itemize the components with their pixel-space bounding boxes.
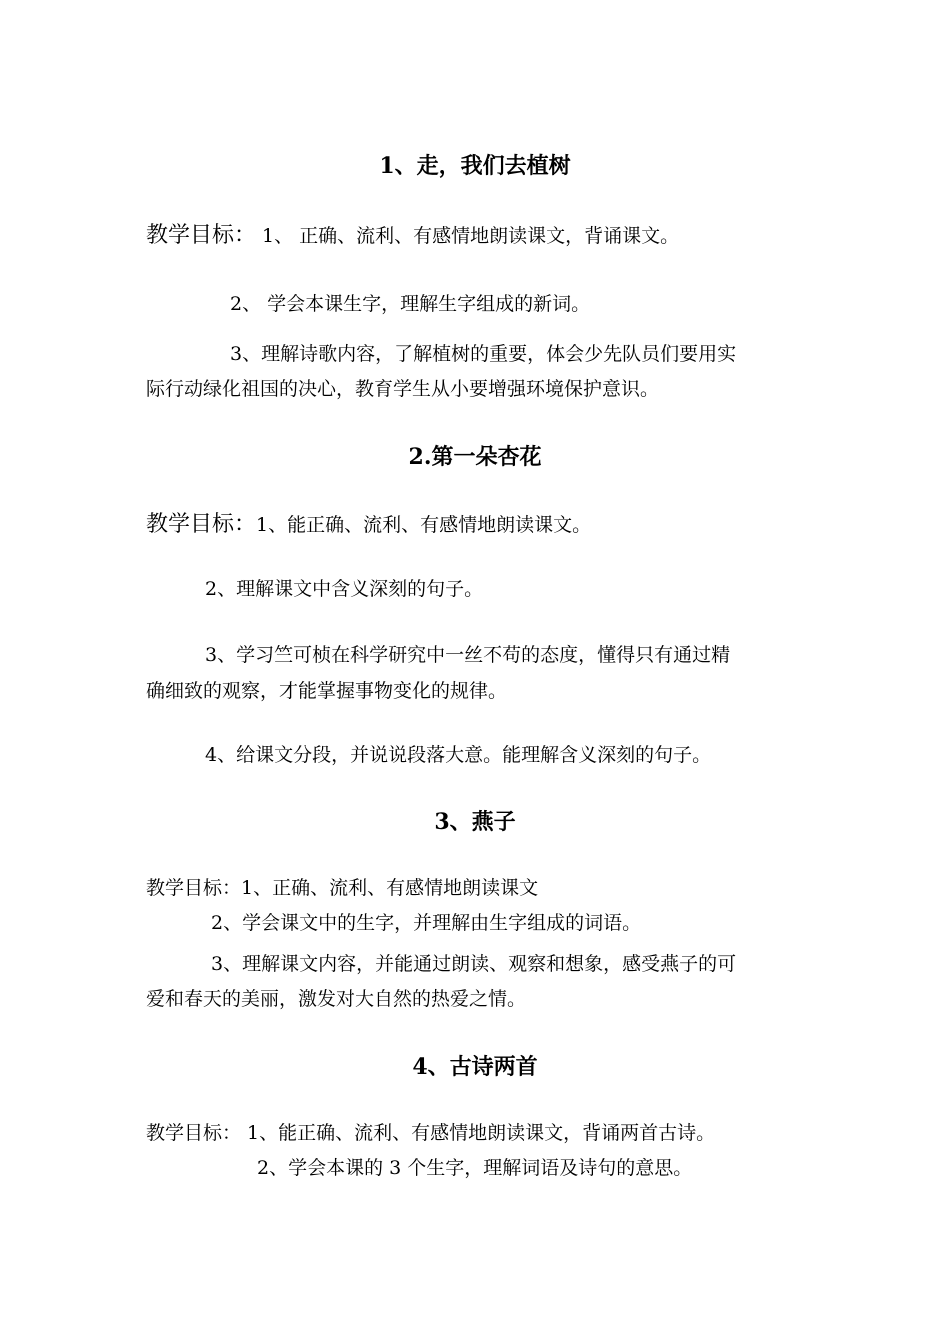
objective-text: 1、 正确、流利、有感情地朗读课文，背诵课文。 <box>256 225 680 247</box>
objective-line <box>146 511 591 539</box>
objective-line: 2、 学会本课生字，理解生字组成的新词。 <box>230 293 591 315</box>
section-title: 1、走，我们去植树 <box>379 153 571 179</box>
section-title: 4、古诗两首 <box>412 1054 538 1080</box>
objective-line: 教学目标： 1、能正确、流利、有感情地朗读课文，背诵两首古诗。 <box>146 1122 716 1144</box>
objective-line: 际行动绿化祖国的决心，教育学生从小要增强环境保护意识。 <box>146 378 660 400</box>
objective-line: 爱和春天的美丽，激发对大自然的热爱之情。 <box>146 988 527 1010</box>
objective-lead: 教学目标： <box>146 223 257 248</box>
objective-line: 3、学习竺可桢在科学研究中一丝不苟的态度，懂得只有通过精 <box>205 644 731 666</box>
objective-line: 2、学会课文中的生字，并理解由生字组成的词语。 <box>211 912 642 934</box>
objective-lead: 教学目标： <box>146 512 257 537</box>
objective-line: 教学目标：1、正确、流利、有感情地朗读课文 <box>146 877 539 899</box>
objective-line: 4、给课文分段，并说说段落大意。能理解含义深刻的句子。 <box>205 744 712 766</box>
objective-line <box>146 222 679 250</box>
objective-text: 1、能正确、流利、有感情地朗读课文。 <box>256 514 592 536</box>
section-title: 3、燕子 <box>434 809 516 835</box>
objective-line: 3、理解课文内容，并能通过朗读、观察和想象，感受燕子的可 <box>211 953 737 975</box>
objective-line: 2、理解课文中含义深刻的句子。 <box>205 578 484 600</box>
objective-line: 确细致的观察，才能掌握事物变化的规律。 <box>146 680 508 702</box>
objective-line: 3、理解诗歌内容，了解植树的重要，体会少先队员们要用实 <box>230 343 737 365</box>
objective-line: 2、学会本课的 3 个生字，理解词语及诗句的意思。 <box>257 1157 693 1179</box>
section-title: 2.第一朵杏花 <box>408 444 542 470</box>
